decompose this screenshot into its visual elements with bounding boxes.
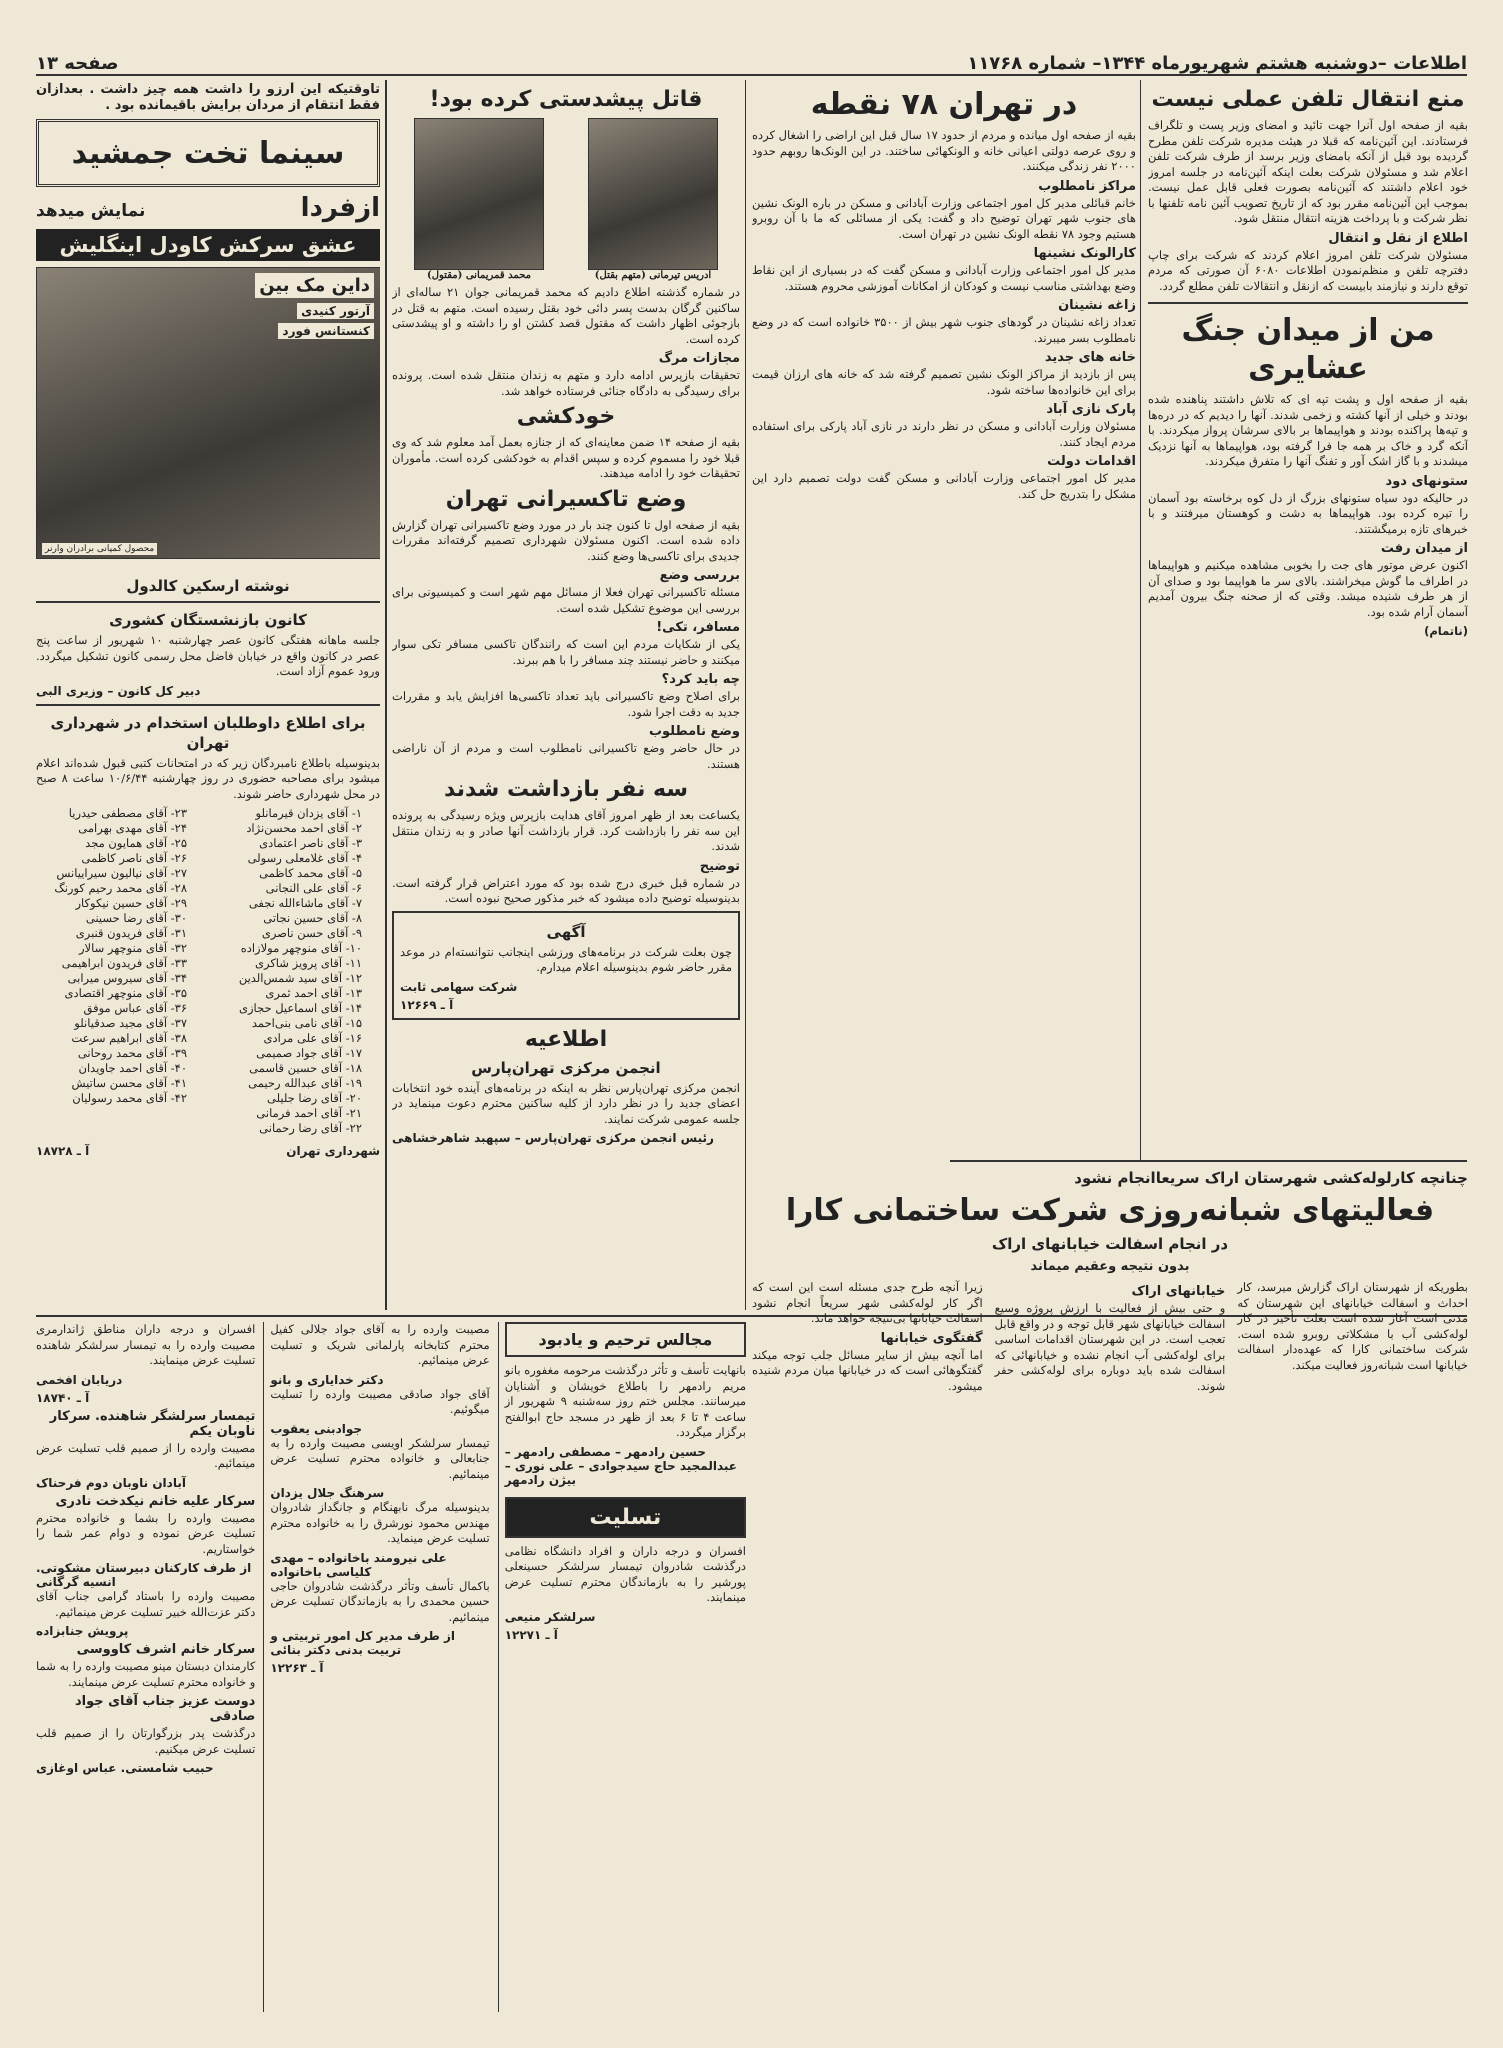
ad-code: آ ـ ۱۲۶۶۹ bbox=[400, 997, 454, 1012]
side-2-body: مصیبت وارده را از صمیم قلب تسلیت عرض مینمائیم. bbox=[36, 1440, 256, 1470]
film-title: عشق سرکش کاودل اینگلیش bbox=[36, 229, 380, 261]
side-1-signature: دریابان افخمی bbox=[36, 1372, 123, 1387]
memorial-section bbox=[36, 1322, 746, 2012]
jobs-name-item: ۲۴- آقای مهدی بهرامی bbox=[78, 821, 187, 835]
article-phone-body: بقیه از صفحه اول آنرا جهت تائید و امضای وزیر پست و تلگراف فرستادند. این آئین‌نامه که قبلا در هیئت مدیره شرکت تلفن مطرح گردیده بود قبل از آنکه بامضای وزیر برسد از طرف شرکت تلفن اعلام شد و مسئولان شرکت بعلت اینکه آئین‌نامه در جلسه امروز خود اعلام داشتند که آئین‌نامه بصورت فعلی قابل عمل نیست. بموجب این آئین‌نامه مقرر بود که از تاریخ تصویب آئین نامه تلفنها با نظر شرکت و با پرداخت هزینه انتقال منتقل شود. bbox=[1148, 118, 1468, 225]
column-slums bbox=[752, 82, 1136, 1157]
condolence-title: تسلیت bbox=[505, 1497, 746, 1538]
retired-title: کانون بازنشستگان کشوری bbox=[109, 611, 307, 629]
jobs-name-item: ۲- آقای احمد محسن‌نژاد bbox=[246, 821, 362, 835]
jobs-name-item: ۲۱- آقای احمد فرمانی bbox=[256, 1106, 362, 1120]
cinema-tagline: تاوقتیکه این آرزو را داشت همه چیز داشت . بعدازآن فقط انتقام از مردان برایش باقیمانده بود . bbox=[36, 82, 380, 113]
taxi-subhead-1: بررسی وضع bbox=[659, 568, 740, 583]
jobs-name-item: ۱- آقای یزدان قیرمانلو bbox=[255, 806, 362, 820]
suicide-body: بقیه از صفحه ۱۴ ضمن معاینه‌ای که از جنازه بعمل آمد معلوم شد که وی قبلا خود را مسموم کرده و سپس اقدام به خودکشی کرده است. مأموران تحقیقات خود را ادامه میدهند. bbox=[392, 435, 740, 480]
arak-body-4: اما آنچه بیش از سایر مسائل جلب توجه میکند گفتگوهائی است که در خیابانها میان مردم شنیده میشود. bbox=[752, 1347, 983, 1393]
article-signoff: (ناتمام) bbox=[1424, 624, 1468, 638]
jobs-names-left bbox=[36, 806, 205, 1136]
jobs-name-item: ۱۷- آقای جواد صمیمی bbox=[256, 1046, 362, 1060]
memorial-title: مجالس ترحیم و یادبود bbox=[505, 1322, 746, 1357]
jobs-name-item: ۳- آقای ناصر اعتمادی bbox=[259, 836, 362, 850]
ad-title: آگهی bbox=[546, 922, 586, 941]
film-poster bbox=[36, 267, 380, 577]
jobs-name-item: ۲۳- آقای مصطفی حیدریا bbox=[68, 806, 187, 820]
film-author: نوشته ارسکین کالدول bbox=[126, 577, 290, 595]
murder-subhead: مجازات مرگ bbox=[658, 351, 740, 366]
arak-body-1: بطوریکه از شهرستان اراک گزارش میرسد، کار احداث و اسفالت خیابانهای این شهرستان که مدتی است آغاز شده است بعلت تأخیر در کار لوله‌کشی آب با مشکلاتی روبرو شده است. شرکت ساختمانی کارا که عهده‌دار اسفالت خیابانها است شبانه‌روز فعالیت میکند. bbox=[1237, 1280, 1468, 1372]
jobs-name-item: ۲۹- آقای حسین نیکوکار bbox=[75, 896, 187, 910]
cinema-name: سینما تخت جمشید bbox=[71, 135, 345, 171]
jobs-name-item: ۲۶- آقای ناصر کاظمی bbox=[81, 851, 187, 865]
ad-body: چون بعلت شرکت در برنامه‌های ورزشی اینجانب نتوانسته‌ام در موعد مقرر حاضر شوم بدینوسیله اعلام میدارم. bbox=[400, 944, 732, 974]
slums-subhead-4: خانه های جدید bbox=[1044, 350, 1136, 365]
column-phone-tribal bbox=[1148, 82, 1468, 1157]
announcement-title: اطلاعیه bbox=[524, 1026, 608, 1052]
memorial-1-body: بانهایت تأسف و تأثر درگذشت مرحومه مغفوره بانو مریم رادمهر را باطلاع خویشان و آشنایان میرسانند. مجلس ختم روز سه‌شنبه ۹ شهریور از ساعت ۴ تا ۶ بعد از ظهر در مسجد حاج ابوالفتح برگزار میگردد. bbox=[504, 1363, 746, 1439]
side-6-title: دوست عزیز جناب آقای جواد صادقی bbox=[74, 1694, 256, 1724]
taxi-subhead-3: چه باید کرد؟ bbox=[661, 672, 740, 687]
side-2-title: تیمسار سرلشگر شاهنده. سرکار ناوبان یکم bbox=[49, 1408, 256, 1439]
headline-taxi: وضع تاکسیرانی تهران bbox=[445, 486, 687, 512]
notice-1-signature: دکتر خدایاری و بانو bbox=[270, 1372, 384, 1387]
slums-body-6: مسئولان وزارت آبادانی و مسکن در نظر دارند در نازی آباد پارکی برای استفاده مردم ایجاد کنند. bbox=[752, 419, 1136, 449]
notice-5-body: باکمال تأسف وتأثر درگذشت شادروان حاجی حسین محمدی را به بازماندگان تسلیت عرض مینمائیم. bbox=[270, 1578, 490, 1624]
jobs-name-item: ۴۰- آقای احمد جاویدان bbox=[78, 1061, 187, 1075]
jobs-name-item: ۷- آقای ماشاءالله نجفی bbox=[248, 896, 362, 910]
arak-sub-1: در انجام اسفالت خیابانهای اراک bbox=[991, 1235, 1229, 1253]
poster-star-1: داین مک بین bbox=[255, 273, 374, 298]
jobs-name-item: ۲۰- آقای رضا جلیلی bbox=[266, 1091, 362, 1105]
jobs-name-item: ۳۰- آقای رضا حسینی bbox=[85, 911, 187, 925]
jobs-name-item: ۳۲- آقای منوچهر سالار bbox=[79, 941, 187, 955]
taxi-body-4: برای اصلاح وضع تاکسیرانی باید تعداد تاکسی‌ها افزایش یابد و مقررات جدید به دقت اجرا شود. bbox=[392, 689, 740, 719]
side-1-code: آ ـ ۱۸۷۴۰ bbox=[36, 1390, 90, 1405]
murder-body-2: تحقیقات بازپرس ادامه دارد و متهم به زندان منتقل شده است. پرونده برای رسیدگی به دادگاه جنائی فرستاده خواهد شد. bbox=[392, 368, 740, 398]
jobs-name-item: ۶- آقای علی النجانی bbox=[265, 881, 362, 895]
jobs-title: برای اطلاع داوطلبان استخدام در شهرداری تهران bbox=[50, 713, 366, 752]
side-4-body: مصیبت وارده را باستاد گرامی جناب آقای دکتر عزت‌الله خبیر تسلیت عرض مینمائیم. bbox=[36, 1589, 256, 1619]
taxi-subhead-4: وضع نامطلوب bbox=[648, 724, 740, 739]
notice-4-body: بدینوسیله مرگ نابهنگام و جانگداز شادروان مهندس محمود نورشرق را به خانواده محترم تسلیت عرض مینماید. bbox=[270, 1500, 490, 1545]
side-6-body: درگذشت پدر بزرگوارتان را از صمیم قلب تسلیت عرض میکنیم. bbox=[36, 1726, 256, 1756]
jobs-name-item: ۱۱- آقای پرویز شاکری bbox=[254, 956, 362, 970]
jobs-name-item: ۴۲- آقای محمد رسولیان bbox=[72, 1091, 187, 1105]
jobs-name-item: ۲۷- آقای نیالیون سیراییانس bbox=[56, 866, 187, 880]
jobs-code: آ ـ ۱۸۷۲۸ bbox=[36, 1144, 90, 1158]
notice-2-signature: جوادبنی یعقوب bbox=[270, 1421, 363, 1436]
notice-5-signature: از طرف مدیر کل امور تربیتی و تربیت بدنی دکتر بنائی bbox=[270, 1629, 456, 1657]
section-rule bbox=[950, 1160, 1467, 1162]
taxi-body-1: بقیه از صفحه اول تا کنون چند بار در مورد وضع تاکسیرانی تهران گزارش داده شده است. اکنون مسئولان شهرداری تصمیم گرفته‌اند مقررات جدیدی برای تاکسی‌ها وضع کنند. bbox=[392, 517, 740, 563]
notice-3-signature: سرهنگ جلال یزدان bbox=[270, 1486, 385, 1500]
notice-2-body: آقای جواد صادقی مصیبت وارده را تسلیت میگوئیم. bbox=[270, 1386, 490, 1416]
headline-phone: منع انتقال تلفن عملی نیست bbox=[1151, 87, 1465, 112]
side-2-signature: آبادان ناوبان دوم فرحناک bbox=[36, 1475, 186, 1490]
taxi-body-5: در حال حاضر وضع تاکسیرانی نامطلوب است و مردم از آن ناراضی هستند. bbox=[392, 741, 740, 771]
notice-1-body: مصیبت وارده را به آقای جواد جلالی کفیل محترم کتابخانه پارلمانی شریک و تسلیت عرض مینمائیم. bbox=[270, 1322, 490, 1367]
headline-tribal: من از میدان جنگ عشایری bbox=[1181, 313, 1435, 386]
jobs-name-item: ۳۵- آقای منوچهر اقتصادی bbox=[64, 986, 187, 1000]
announcement-signature: رئیس انجمن مرکزی تهران‌پارس – سپهبد شاهرخشاهی bbox=[392, 1131, 714, 1145]
article-field-body: اکنون عرض موتور های جت را بخوبی مشاهده میکنیم و هواپیماها در اطراف ما گوش میخراشند. بالای سر ما هواپیما بود و صدای آن از هر طرف شنیده میشد. وقتی که از صحنه جنگ بیرون آمدیم آسمان آرام شده بود. bbox=[1148, 558, 1468, 619]
jobs-name-item: ۴۱- آقای محسن ساتیش bbox=[71, 1076, 187, 1090]
jobs-name-item: ۸- آقای حسین نجاتی bbox=[263, 911, 362, 925]
arak-body-3: زیرا آنچه طرح جدی مسئله است این است که اگر کار لوله‌کشی شهر سریعاً انجام نشود اسفالت خیابانها بی‌نتیجه خواهد ماند. bbox=[752, 1280, 983, 1325]
subhead-field: از میدان رفت bbox=[1380, 541, 1468, 556]
jobs-name-item: ۱۹- آقای عبدالله رحیمی bbox=[248, 1076, 362, 1090]
notice-title: توضیح bbox=[699, 858, 740, 874]
side-3-title: سرکار علیه خانم نیکدخت نادری bbox=[55, 1493, 256, 1509]
arrest-body: یکساعت بعد از ظهر امروز آقای هدایت بازپرس ویژه رسیدگی به پرونده این سه نفر را بازداشت کرد. قرار بازداشت آنها صادر و به زندان منتقل شدند. bbox=[392, 808, 740, 853]
notice-5-code: آ ـ ۱۲۲۶۳ bbox=[270, 1661, 324, 1675]
condolence-1-code: آ ـ ۱۲۲۷۱ bbox=[504, 1627, 558, 1642]
slums-body-2: خانم قبائلی مدیر کل امور اجتماعی وزارت آبادانی و مسکن در باره الونک نشین های جنوب شهر تهران توضیح داد و گفت: یکی از مسائلی که ما با آن روبرو هستیم وجود ۷۸ نقطه الونک نشین در تهران است. bbox=[752, 195, 1136, 241]
jobs-name-item: ۳۶- آقای عباس موفق bbox=[83, 1001, 187, 1015]
caption-victim: محمد قمریمانی (مقتول) bbox=[427, 270, 531, 281]
side-4-signature: پرویش جنابزاده bbox=[36, 1624, 129, 1638]
column-cinema-notices bbox=[36, 82, 380, 1312]
slums-subhead-3: زاغه نشینان bbox=[1058, 298, 1136, 313]
photo-victim bbox=[414, 118, 544, 270]
jobs-name-item: ۱۲- آقای سید شمس‌الدین bbox=[238, 971, 362, 985]
murder-body-1: در شماره گذشته اطلاع دادیم که محمد قمریمانی جوان ۲۱ ساله‌ای از ساکنین گرگان بدست پسر دائی خود بقتل رسیده است. متهم به قتل در بازجوئی اظهار داشت که مقتول قصد کشتن او را داشته و او پیشدستی کرده است. bbox=[392, 285, 740, 346]
masthead: اطلاعات –دوشنبه هشتم شهریورماه ۱۳۴۴– شماره ۱۱۷۶۸ bbox=[967, 53, 1467, 74]
jobs-signature: شهرداری تهران bbox=[286, 1144, 380, 1158]
ad-signature: شرکت سهامی ثابت bbox=[400, 979, 518, 994]
side-1-body: افسران و درجه داران مناطق ژاندارمری مصیبت وارده را به تیمسار سرلشکر شاهنده تسلیت عرض مینمایند. bbox=[36, 1322, 256, 1367]
column-rule bbox=[385, 80, 387, 1310]
retired-signature: دبیر کل کانون – وزیری البی bbox=[36, 683, 201, 698]
headline-arrest: سه نفر بازداشت شدند bbox=[444, 777, 688, 802]
side-6-signature: حبیب شامستی. عباس اوغازی bbox=[36, 1761, 214, 1775]
jobs-body: بدینوسیله باطلاع نامبردگان زیر که در امتحانات کتبی قبول شده‌اند اعلام میشود برای مصاحبه حضوری در روز چهارشنبه ۱۰/۶/۴۴ ساعت ۸ صبح در محل شهرداری حاضر شوند. bbox=[36, 755, 380, 801]
slums-subhead-2: کارالونک نشینها bbox=[1033, 246, 1136, 261]
column-rule bbox=[745, 80, 746, 1310]
poster-star-3: کنستانس فورد bbox=[278, 323, 374, 339]
side-5-title: سرکار خانم اشرف کاووسی bbox=[76, 1642, 256, 1657]
headline-suicide: خودکشی bbox=[516, 404, 616, 429]
jobs-name-item: ۹- آقای حسن ناصری bbox=[261, 926, 362, 940]
page-number: صفحه ۱۳ bbox=[36, 53, 119, 74]
subhead-phone: اطلاع از نقل و انتقال bbox=[1328, 230, 1468, 246]
jobs-name-item: ۱۰- آقای منوچهر مولازاده bbox=[240, 941, 362, 955]
slums-subhead-5: پارک نازی آباد bbox=[1046, 402, 1136, 417]
condolence-1-signature: سرلشکر منیعی bbox=[504, 1609, 596, 1624]
column-murder-taxi bbox=[392, 82, 740, 1312]
condolence-1-body: افسران و درجه داران و افراد دانشگاه نظامی درگذشت شادروان تیمسار سرلشکر حسینعلی پورشیر را به بازماندگان محترم تسلیت عرض مینمایند. bbox=[504, 1543, 746, 1604]
cinema-showing: نمایش میدهد bbox=[36, 201, 146, 221]
announcement-sub: انجمن مرکزی تهران‌پارس bbox=[471, 1058, 661, 1077]
announcement-body: انجمن مرکزی تهران‌پارس نظر به اینکه در برنامه‌های آینده خود انتخابات اعضای جدید را در نظر دارد از کلیه ساکنین محترم دعوت مینماید در جلسه عمومی شرکت نمایند. bbox=[392, 1080, 740, 1126]
notice-4-signature: علی نیرومند باخانواده – مهدی کلیاسی باخانواده bbox=[270, 1550, 447, 1579]
arak-body-2: و حتی بیش از فعالیت با ارزش پروژه وسیع اسفالت خیابانهای شهر قابل توجه و در واقع قابل تعجب است. در این شهرستان اقدامات اساسی برای لوله‌کشی آب انجام نشده و خیابانهائی که اسفالت شده باید دوباره برای لوله‌کشی حفر شوند. bbox=[994, 1301, 1226, 1393]
side-3-body: مصیبت وارده را بشما و خانواده محترم تسلیت عرض نموده و دوام عمر شما را خواستاریم. bbox=[36, 1510, 256, 1556]
jobs-name-item: ۳۹- آقای محمد روحانی bbox=[77, 1046, 187, 1060]
article-phone-sub-body: مسئولان شرکت تلفن امروز اعلام کردند که شرکت برای چاپ دفترچه تلفن و منظم‌نمودن اطلاعات ۶۰۸۰ آن صورتی که مردم توقع دارند و نیازمند بابیست که ازنقل و انتقالات تلفن مطلع گردد. bbox=[1148, 247, 1468, 293]
retired-body: جلسه ماهانه هفتگی کانون عصر چهارشنبه ۱۰ شهریور از ساعت پنج عصر در کانون واقع در خیابان فاضل محل رسمی کانون تشکیل میگردد. ورود عموم آزاد است. bbox=[36, 633, 380, 678]
jobs-name-item: ۱۶- آقای علی مرادی bbox=[263, 1031, 362, 1045]
memorial-1-signature: حسین رادمهر – مصطفی رادمهر – عبدالمجید حاج سیدجوادی – علی نوری – بیژن رادمهر bbox=[504, 1444, 737, 1487]
article-arak bbox=[752, 1165, 1468, 1905]
jobs-name-item: ۵- آقای محمد کاظمی bbox=[259, 866, 362, 880]
poster-star-2: آرتور کنیدی bbox=[297, 303, 374, 319]
caption-accused: ادریس تیرمانی (متهم بقتل) bbox=[594, 270, 712, 281]
taxi-subhead-2: مسافر، تکی! bbox=[656, 620, 740, 635]
ad-box bbox=[392, 911, 740, 1020]
arak-kicker: چنانچه کارلوله‌کشی شهرستان اراک سریعاانجام نشود bbox=[1074, 1169, 1468, 1187]
jobs-name-item: ۲۵- آقای همایون مجد bbox=[85, 836, 187, 850]
notice-3-body: تیمسار سرلشکر اویسی مصیبت وارده را به جنابعالی و خانواده محترم تسلیت عرض مینمائیم. bbox=[270, 1435, 490, 1481]
subhead-smoke: ستونهای دود bbox=[1385, 473, 1468, 489]
slums-body-5: پس از بازدید از مراکز الونک نشین تصمیم گرفته شد که خانه های ارزان قیمت برای این خانواده‌ها ساخته شود. bbox=[752, 367, 1136, 397]
arak-sub-2: بدون نتیجه وعقیم میماند bbox=[1030, 1259, 1190, 1274]
arak-subhead-streets: خیابانهای اراک bbox=[1131, 1284, 1226, 1299]
jobs-name-item: ۳۱- آقای فریدون قنبری bbox=[75, 926, 187, 940]
side-3-signature: از طرف کارکنان دبیرستان مشکوتی. انسیه گرگانی bbox=[36, 1561, 252, 1589]
taxi-body-2: مسئله تاکسیرانی تهران فعلا از مسائل مهم شهر است و کمیسیونی برای بررسی این موضوع تشکیل شده است. bbox=[392, 585, 740, 615]
headline-slums: در تهران ۷۸ نقطه bbox=[810, 87, 1078, 122]
cinema-from-tomorrow: ازفردا bbox=[300, 193, 380, 223]
column-rule bbox=[1140, 80, 1141, 1160]
jobs-name-item: ۴- آقای غلامعلی رسولی bbox=[247, 851, 362, 865]
arak-headline: فعالیتهای شبانه‌روزی شرکت ساختمانی کارا bbox=[785, 1193, 1435, 1228]
arak-subhead-talk: گفتگوی خیابانها bbox=[880, 1330, 983, 1346]
jobs-name-item: ۱۸- آقای حسین قاسمی bbox=[249, 1061, 362, 1075]
slums-body-4: تعداد زاغه نشینان در گود‌های جنوب شهر بیش از ۳۵۰۰ خانواده است که در وضع نامطلوب بسر میبرند. bbox=[752, 315, 1136, 345]
headline-murder: قاتل پیشدستی کرده بود! bbox=[429, 87, 703, 112]
jobs-names-right bbox=[211, 806, 380, 1136]
cinema-logo bbox=[36, 119, 380, 187]
jobs-name-item: ۲۸- آقای محمد رحیم کورنگ bbox=[54, 881, 187, 895]
poster-credit: محصول کمپانی برادران وارنر bbox=[42, 543, 157, 555]
taxi-body-3: یکی از شکایات مردم این است که رانندگان تاکسی مسافر تکی سوار میکنند و حاضر نیستند چند مسافر را با هم ببرند. bbox=[392, 637, 740, 667]
jobs-name-item: ۱۴- آقای اسماعیل حجازی bbox=[238, 1001, 362, 1015]
jobs-name-item: ۲۲- آقای رضا رحمانی bbox=[259, 1121, 362, 1135]
jobs-name-item: ۳۴- آقای سیروس میرابی bbox=[67, 971, 187, 985]
page-header bbox=[36, 48, 1467, 76]
side-5-body: کارمندان دبستان مینو مصیبت وارده را به شما و خانواده محترم تسلیت عرض مینمایند. bbox=[36, 1659, 256, 1689]
jobs-name-item: ۳۷- آقای مجید صدقیانلو bbox=[74, 1016, 187, 1030]
jobs-name-item: ۱۳- آقای احمد ثمری bbox=[265, 986, 362, 1000]
slums-subhead-6: اقدامات دولت bbox=[1047, 454, 1136, 469]
slums-body-1: بقیه از صفحه اول میانده و مردم از حدود ۱۷ سال قبل این اراضی را اشغال کرده و روی عرصه دولتی اعیانی خانه و الونکهائی ساختند. در این الونک‌ها روبهم حدود ۲۰۰۰ نفر زندگی میکنند. bbox=[752, 128, 1136, 173]
article-smoke-body: در حالیکه دود سیاه ستونهای بزرگ از دل کوه برخاسته بود آسمان را تیره کرده بود. هواپیماها به دشت و کوهستان میرفتند و با خبرهای تازه برمیگشتند. bbox=[1148, 490, 1468, 536]
jobs-name-item: ۳۳- آقای فریدون ابراهیمی bbox=[61, 956, 187, 970]
article-tribal-body: بقیه از صفحه اول و پشت تپه ای که تلاش داشتند پناهنده شده بودند و خیلی از آنها کشته و زخمی شدند. آنها را دیدیم که در دره‌ها و تپه‌ها پراکنده بودند و هواپیماها بر بالای سرشان پرواز میکردند. با آنکه گرد و خاک بر همه جا فرا گرفته بود، هواپیماها به آنها نزدیک میشدند و با گاز اشک آور و تفنگ آنها را متفرق میکردند. bbox=[1148, 392, 1468, 468]
jobs-name-item: ۱۵- آقای نامی بنی‌احمد bbox=[251, 1016, 362, 1030]
jobs-name-item: ۳۸- آقای ابراهیم سرعت bbox=[71, 1031, 187, 1045]
slums-body-7: مدیر کل امور اجتماعی وزارت آبادانی و مسکن گفت دولت تصمیم دارد این مشکل را بتدریج حل کند. bbox=[752, 471, 1136, 501]
slums-body-3: مدیر کل امور اجتماعی وزارت آبادانی و مسکن گفت که در بسیاری از این نقاط وضع بهداشتی مناسب نیست و کودکان از امکانات آموزشی محروم هستند. bbox=[752, 263, 1136, 293]
notice-body: در شماره قبل خبری درج شده بود که مورد اعتراض قرار گرفته است. بدینوسیله توضیح داده میشود که خبر مذکور صحیح نبوده است. bbox=[392, 875, 740, 905]
photo-accused bbox=[588, 118, 718, 270]
slums-subhead-1: مراکز نامطلوب bbox=[1038, 178, 1136, 194]
